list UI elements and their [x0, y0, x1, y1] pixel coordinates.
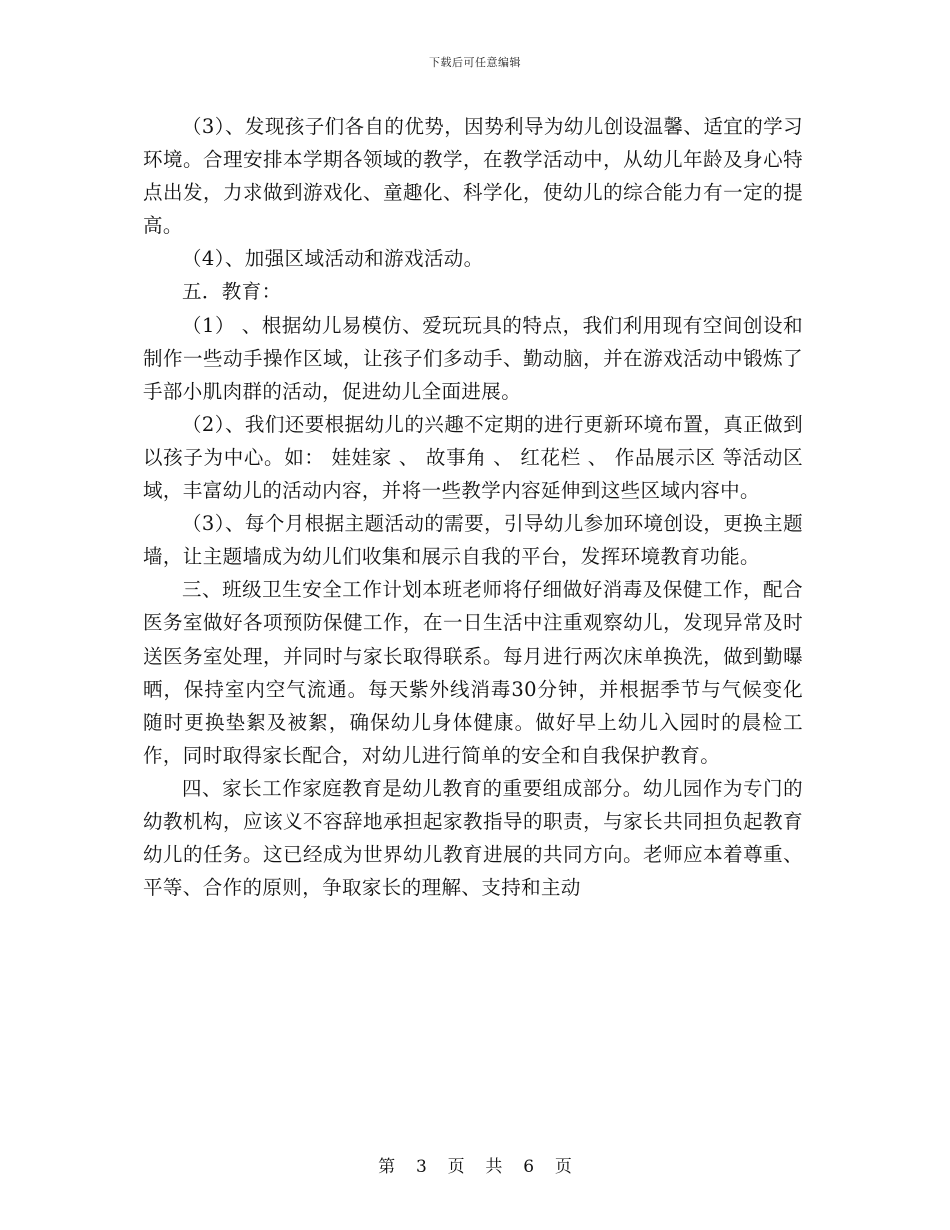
paragraph: （1） 、根据幼儿易模仿、爱玩玩具的特点，我们利用现有空间创设和制作一些动手操作区域，让孩子们多动手、勤动脑，并在游戏活动中锻炼了手部小肌肉群的活动，促进幼儿全面进展。: [143, 313, 803, 403]
section-heading: 五．教育：: [182, 280, 282, 304]
footer-prefix: 第: [378, 1157, 396, 1177]
footer-total-pages: 6: [523, 1157, 535, 1177]
paragraph: （4）、加强区域活动和游戏活动。: [182, 247, 484, 271]
paragraph: 四、家长工作家庭教育是幼儿教育的重要组成部分。幼儿园作为专门的幼教机构，应该义不容辞地承担起家教指导的职责，与家长共同担负起教育幼儿的任务。这已经成为世界幼儿教育进展的共同方向。老师应本着尊重、平等、合作的原则，争取家长的理解、支持和主动: [143, 776, 803, 900]
footer-page-word: 页: [447, 1157, 465, 1177]
footer-total-word: 共: [485, 1157, 503, 1177]
footer-suffix: 页: [554, 1157, 572, 1177]
page-footer: [0, 1152, 950, 1177]
paragraph: 三、班级卫生安全工作计划本班老师将仔细做好消毒及保健工作，配合医务室做好各项预防保健工作，在一日生活中注重观察幼儿，发现异常及时送医务室处理，并同时与家长取得联系。每月进行两次床单换洗，做到勤曝晒，保持室内空气流通。每天紫外线消毒30分钟，并根据季节与气候变化随时更换垫絮及被絮，确保幼儿身体健康。做好早上幼儿入园时的晨检工作，同时取得家长配合，对幼儿进行简单的安全和自我保护教育。: [143, 578, 803, 767]
page-header: 下载后可任意编辑: [429, 56, 521, 69]
paragraph: （3）、每个月根据主题活动的需要，引导幼儿参加环境创设，更换主题墙，让主题墙成为幼儿们收集和展示自我的平台，发挥环境教育功能。: [143, 512, 803, 569]
paragraph: （3）、发现孩子们各自的优势，因势利导为幼儿创设温馨、适宜的学习环境。合理安排本学期各领域的教学，在教学活动中，从幼儿年龄及身心特点出发，力求做到游戏化、童趣化、科学化，使幼儿的综合能力有一定的提高。: [143, 115, 803, 238]
document-body: [143, 110, 803, 904]
paragraph: （2）、我们还要根据幼儿的兴趣不定期的进行更新环境布置，真正做到以孩子为中心。如： 娃娃家 、 故事角 、 红花栏 、 作品展示区 等活动区域，丰富幼儿的活动内容，并将一些教学内容延伸到这些区域内容中。: [143, 412, 803, 503]
footer-current-page: 3: [415, 1157, 427, 1177]
